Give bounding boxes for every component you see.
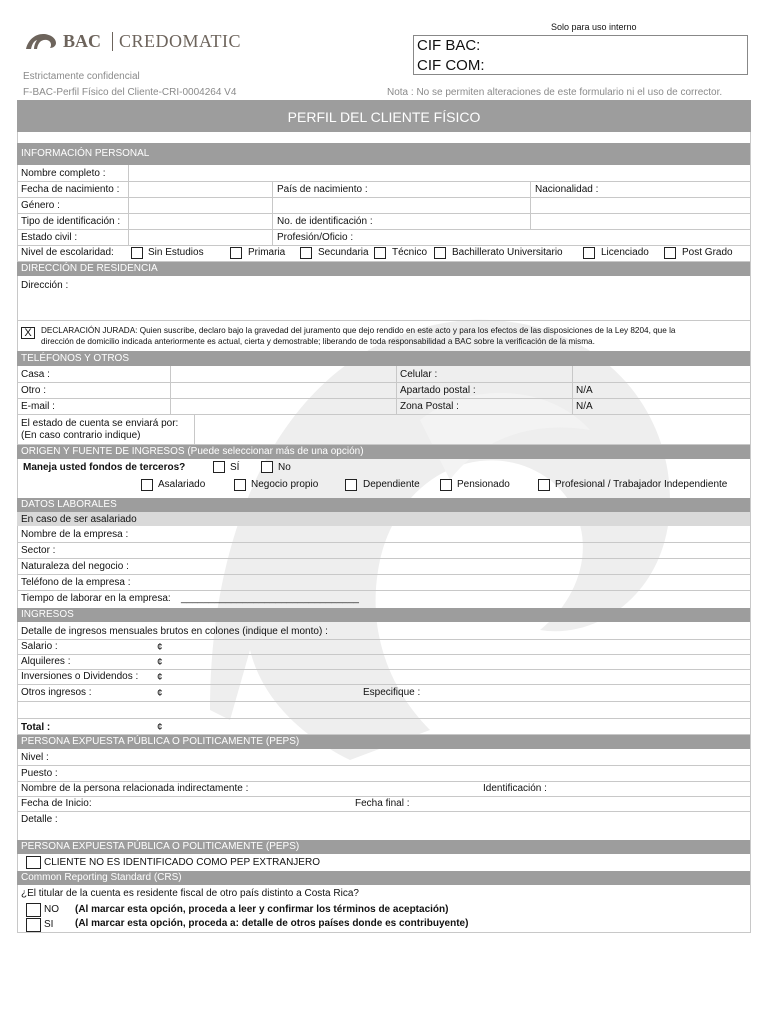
checkbox-post-grado[interactable] [664,247,676,259]
relacionada-label: Nombre de la persona relacionada indirectamente : [21,783,249,794]
internal-use-label: Solo para uso interno [551,22,637,32]
option-profesional: Profesional / Trabajador Independiente [555,479,728,490]
empresa-label: Nombre de la empresa : [21,529,129,540]
declaration-checkbox[interactable]: X [21,327,35,339]
crs-si-note: (Al marcar esta opción, proceda a: detalle de otros países donde es contribuyente) [75,918,469,929]
salario-currency: ¢ [157,642,163,653]
checkbox-secundaria[interactable] [300,247,312,259]
tiempo-label: Tiempo de laborar en la empresa: [21,593,171,604]
inversiones-label: Inversiones o Dividendos : [21,671,139,682]
telefono-empresa-label: Teléfono de la empresa : [21,577,131,588]
confidential-label: Estrictamente confidencial [23,71,140,82]
celular-label: Celular : [400,369,438,380]
checkbox-profesional[interactable] [538,479,550,491]
level-bachillerato: Bachillerato Universitario [452,247,563,258]
section-residence: DIRECCIÓN DE RESIDENCIA [17,262,750,276]
checkbox-not-pep[interactable] [26,856,41,869]
checkbox-dependiente[interactable] [345,479,357,491]
direccion-label: Dirección : [21,280,69,291]
profesion-label: Profesión/Oficio : [277,232,354,243]
fecha-inicio-label: Fecha de Inicio: [21,798,92,809]
pais-nac-label: País de nacimiento : [277,184,368,195]
fecha-final-label: Fecha final : [355,798,410,809]
tipo-id-label: Tipo de identificación : [21,216,121,227]
checkbox-licenciado[interactable] [583,247,595,259]
level-tecnico: Técnico [392,247,428,258]
checkbox-primaria[interactable] [230,247,242,259]
apartado-label: Apartado postal : [400,385,476,396]
cif-bac-label[interactable]: CIF BAC: [417,37,481,54]
not-pep-label: CLIENTE NO ES IDENTIFICADO COMO PEP EXTRANJERO [44,857,320,868]
option-negocio-propio: Negocio propio [251,479,319,490]
brand-divider [112,32,113,51]
checkbox-negocio-propio[interactable] [234,479,246,491]
apartado-value[interactable]: N/A [576,385,593,396]
section-crs: Common Reporting Standard (CRS) [17,871,750,885]
level-sin-estudios: Sin Estudios [148,247,204,258]
page-title: PERFIL DEL CLIENTE FÍSICO [287,109,481,125]
checkbox-terceros-no[interactable] [261,461,273,473]
alquileres-label: Alquileres : [21,656,71,667]
estado-cuenta-label-2: (En caso contrario indique) [21,430,141,441]
terceros-no-label: No [278,462,291,473]
brand-credomatic: CREDOMATIC [119,31,242,51]
bac-logo-icon [25,32,57,50]
checkbox-bachillerato[interactable] [434,247,446,259]
identificacion-label: Identificación : [483,783,547,794]
section-phones: TELÉFONOS Y OTROS [17,351,750,366]
section-income: INGRESOS [17,608,750,622]
option-asalariado: Asalariado [158,479,206,490]
form-code: F-BAC-Perfil Físico del Cliente-CRI-0004264 V4 [23,87,237,98]
zona-label: Zona Postal : [400,401,459,412]
estado-cuenta-label-1: El estado de cuenta se enviará por: [21,418,179,429]
nivel-label: Nivel : [21,752,49,763]
note-text: Nota : No se permiten alteraciones de este formulario ni el uso de corrector. [387,87,723,98]
fecha-nac-label: Fecha de nacimiento : [21,184,120,195]
option-dependiente: Dependiente [363,479,420,490]
total-label: Total : [21,722,51,733]
puesto-label: Puesto : [21,768,58,779]
declaration-line-1: DECLARACIÓN JURADA: Quien suscribe, declaro bajo la gravedad del juramento que dejo rendido en este acto y para los efectos de las disposiciones de la Ley 8204, que la [41,326,676,335]
terceros-si-label: SÍ [230,462,240,473]
naturaleza-label: Naturaleza del negocio : [21,561,129,572]
no-id-label: No. de identificación : [277,216,373,227]
level-post-grado: Post Grado [682,247,733,258]
checkbox-terceros-si[interactable] [213,461,225,473]
section-income-source: ORIGEN Y FUENTE DE INGRESOS (Puede seleccionar más de una opción) [17,445,750,459]
checkbox-crs-no[interactable] [26,903,41,917]
otros-currency: ¢ [157,688,163,699]
genero-label: Género : [21,200,60,211]
crs-no-label: NO [44,904,59,915]
detalle-ingresos-label: Detalle de ingresos mensuales brutos en colones (indique el monto) : [21,626,328,637]
checkbox-sin-estudios[interactable] [131,247,143,259]
brand-bac: BAC [63,31,102,51]
especifique-label: Especifique : [363,687,421,698]
estado-civil-label: Estado civil : [21,232,78,243]
checkbox-asalariado[interactable] [141,479,153,491]
option-pensionado: Pensionado [457,479,510,490]
otro-label: Otro : [21,385,47,396]
level-primaria: Primaria [248,247,286,258]
level-licenciado: Licenciado [601,247,649,258]
email-label: E-mail : [21,401,55,412]
sector-label: Sector : [21,545,56,556]
casa-label: Casa : [21,369,50,380]
section-work: DATOS LABORALES [17,498,750,512]
checkbox-tecnico[interactable] [374,247,386,259]
section-personal: INFORMACIÓN PERSONAL [17,143,750,165]
detalle-label: Detalle : [21,814,58,825]
crs-no-note: (Al marcar esta opción, proceda a leer y confirmar los términos de aceptación) [75,904,449,915]
crs-si-label: SI [44,919,54,930]
otros-label: Otros ingresos : [21,687,92,698]
checkbox-pensionado[interactable] [440,479,452,491]
nacionalidad-label: Nacionalidad : [535,184,599,195]
tiempo-line[interactable]: ________________________________ [181,593,359,604]
crs-question: ¿El titular de la cuenta es residente fiscal de otro país distinto a Costa Rica? [21,888,359,899]
terceros-question: Maneja usted fondos de terceros? [23,462,186,473]
alquileres-currency: ¢ [157,657,163,668]
level-secundaria: Secundaria [318,247,369,258]
salario-label: Salario : [21,641,58,652]
declaration-line-2: dirección de domicilio indicada anteriormente es actual, cierta y demostrable; liberando de toda responsabilidad a BAC sobre la verificación de la misma. [41,337,595,346]
section-peps: PERSONA EXPUESTA PÚBLICA O POLITICAMENTE (PEPS) [17,735,750,749]
cif-com-label[interactable]: CIF COM: [417,57,485,74]
section-peps-2: PERSONA EXPUESTA PÚBLICA O POLITICAMENTE (PEPS) [17,840,750,854]
escolaridad-label: Nivel de escolaridad: [21,247,114,258]
zona-value[interactable]: N/A [576,401,593,412]
inversiones-currency: ¢ [157,672,163,683]
nombre-label: Nombre completo : [21,168,106,179]
asalariado-label: En caso de ser asalariado [21,514,137,525]
total-currency: ¢ [157,722,163,733]
checkbox-crs-si[interactable] [26,918,41,932]
